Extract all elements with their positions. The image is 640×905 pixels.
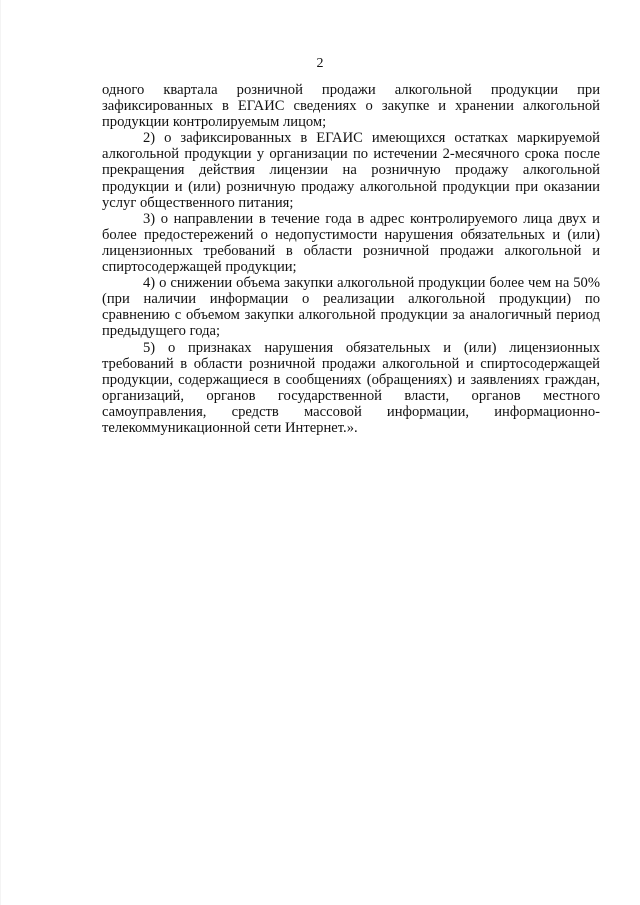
page-number: 2 bbox=[316, 56, 324, 71]
list-item-text: о снижении объема закупки алкогольной продукции более чем на 50% (при наличии информации о реализации алкогольной продукции) по сравнению с объемом закупки алкогольной продукции за аналогичный период предыдущего года; bbox=[102, 275, 600, 340]
list-item-number: 3) bbox=[143, 210, 156, 227]
list-item-number: 4) bbox=[143, 275, 156, 292]
list-item-number: 2) bbox=[143, 130, 156, 147]
list-item-text: о зафиксированных в ЕГАИС имеющихся остатках маркируемой алкогольной продукции у организации по истечении 2-месячного срока после прекращения действия лицензии на розничную продажу алкогольной продукции и (или) розничную продажу алкогольной продукции при оказании услуг общественного питания; bbox=[102, 130, 600, 211]
list-item-text: о направлении в течение года в адрес контролируемого лица двух и более предостережений о недопустимости нарушения обязательных и (или) лицензионных требований в области розничной продажи алкогольной и спиртосодержащей продукции; bbox=[102, 210, 600, 276]
list-item-5 bbox=[102, 340, 600, 437]
list-item-number: 5) bbox=[143, 339, 156, 356]
paragraph-continuation bbox=[102, 82, 600, 130]
list-item-text: о признаках нарушения обязательных и (или) лицензионных требований в области розничной продажи алкогольной и спиртосодержащей продукции, содержащиеся в сообщениях (обращениях) и заявлениях граждан, организаций, органов государственной власти, органов местного самоуправления, средств массовой информации, информационно-телекоммуникационной сети Интернет.». bbox=[102, 339, 600, 436]
list-item-2 bbox=[102, 130, 600, 210]
page-edge-shadow bbox=[0, 0, 1, 905]
list-item-4 bbox=[102, 275, 600, 339]
document-body bbox=[102, 82, 600, 436]
list-item-3 bbox=[102, 211, 600, 275]
paragraph-text: одного квартала розничной продажи алкогольной продукции при зафиксированных в ЕГАИС сведениях о закупке и хранении алкогольной продукции контролируемым лицом; bbox=[102, 82, 600, 131]
